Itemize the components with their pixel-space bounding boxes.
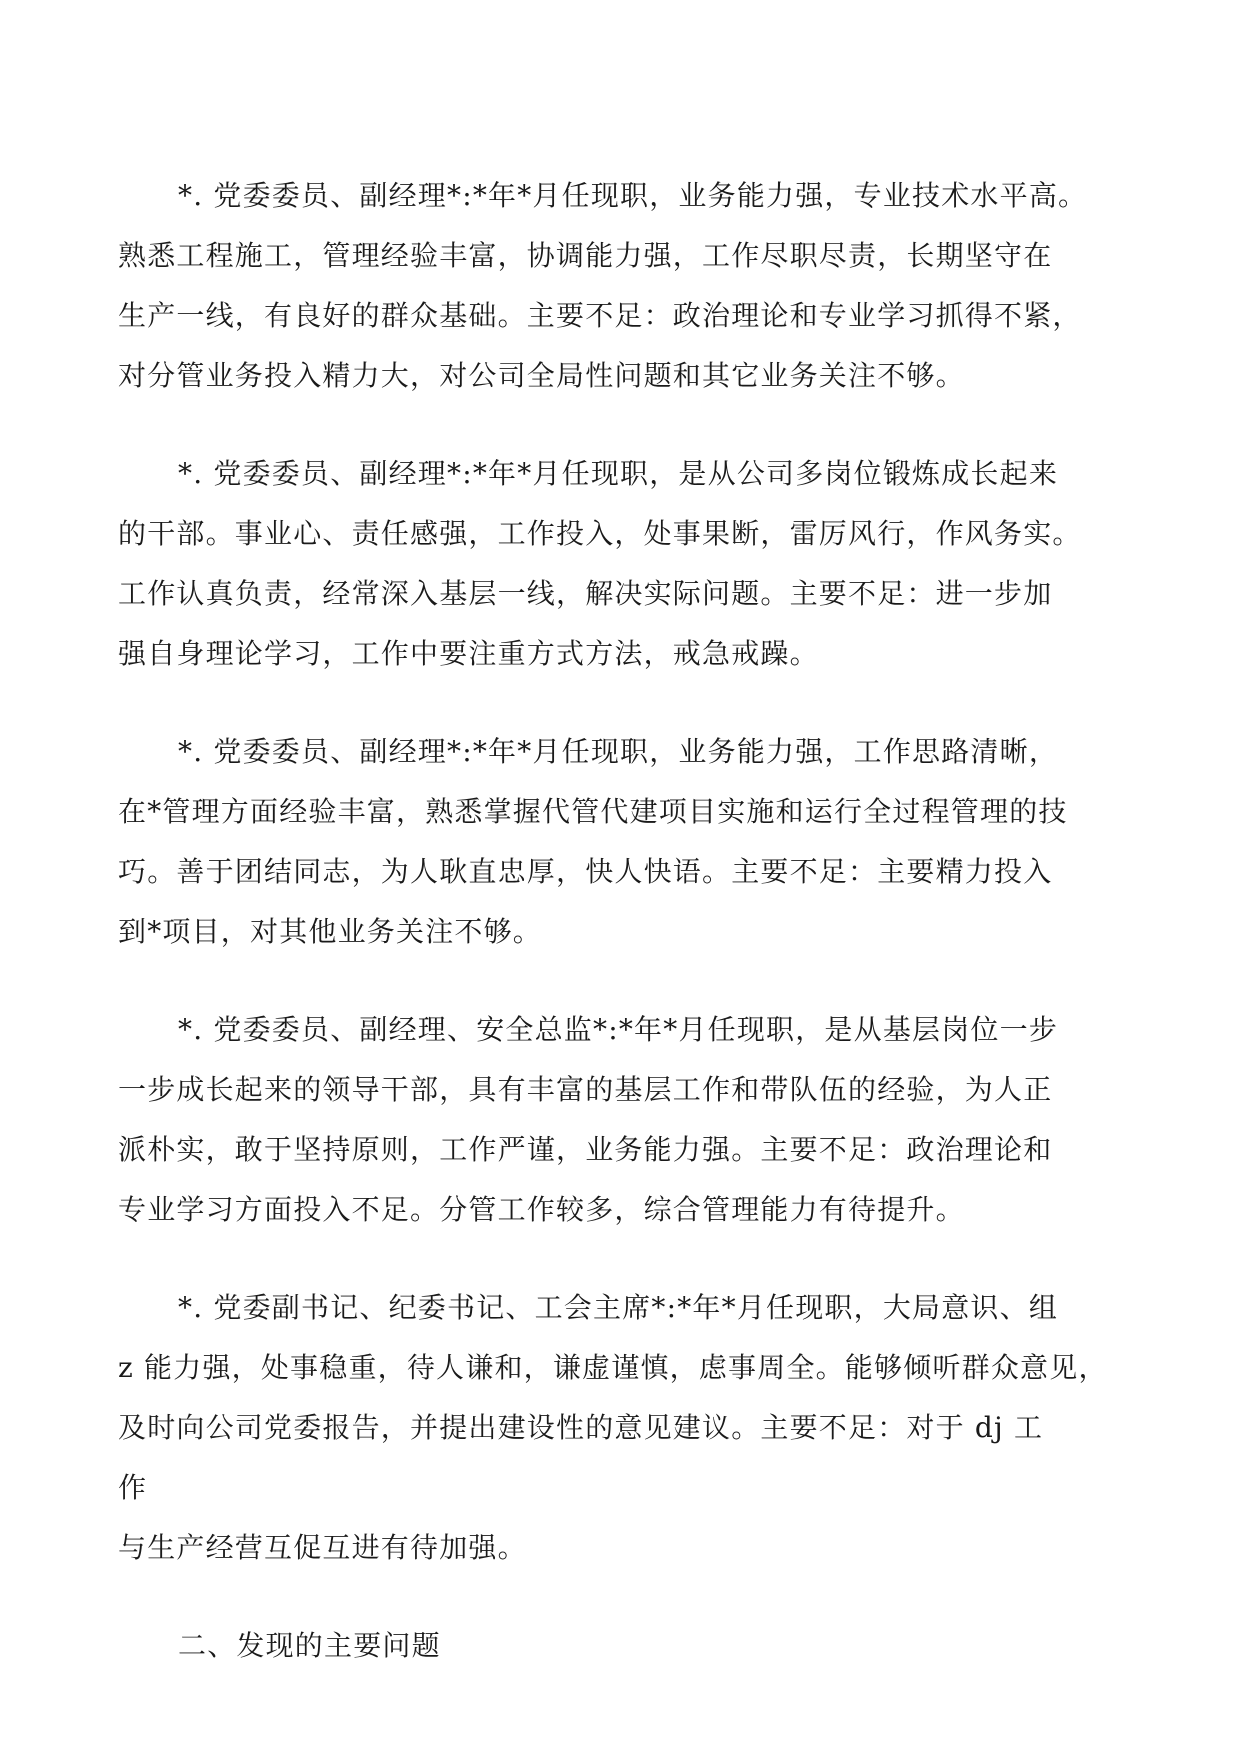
paragraph-line: 专业学习方面投入不足。分管工作较多，综合管理能力有待提升。 [118,1193,965,1226]
paragraph-line: 熟悉工程施工，管理经验丰富，协调能力强，工作尽职尽责，长期坚守在 [118,239,1053,272]
paragraph-line: 强自身理论学习，工作中要注重方式方法，戒急戒躁。 [118,637,819,670]
paragraph-line: 一步成长起来的领导干部，具有丰富的基层工作和带队伍的经验，为人正 [118,1073,1053,1106]
paragraph-line: *. 党委委员、副经理、安全总监*:*年*月任现职，是从基层岗位一步 [178,1013,1059,1046]
evaluation-paragraph-5 [118,1278,1118,1578]
paragraph-line: 及时向公司党委报告，并提出建设性的意见建议。主要不足：对于 dj 工 [118,1411,1044,1444]
paragraph-line: 作 [118,1471,148,1504]
paragraph-line: *. 党委委员、副经理*:*年*月任现职，业务能力强，工作思路清晰， [178,735,1059,768]
paragraph-line: 在*管理方面经验丰富，熟悉掌握代管代建项目实施和运行全过程管理的技 [118,795,1068,828]
evaluation-paragraph-1 [118,166,1118,406]
paragraph-line: 对分管业务投入精力大，对公司全局性问题和其它业务关注不够。 [118,359,965,392]
paragraph-line: z 能力强，处事稳重，待人谦和，谦虚谨慎，虑事周全。能够倾听群众意见， [118,1351,1108,1384]
paragraph-line: 巧。善于团结同志，为人耿直忠厚，快人快语。主要不足：主要精力投入 [118,855,1053,888]
paragraph-line: *. 党委副书记、纪委书记、工会主席*:*年*月任现职，大局意识、组 [178,1291,1059,1324]
section-heading: 二、发现的主要问题 [178,1629,441,1662]
document-body [118,166,1118,1676]
paragraph-line: 派朴实，敢于坚持原则，工作严谨，业务能力强。主要不足：政治理论和 [118,1133,1053,1166]
paragraph-line: *. 党委委员、副经理*:*年*月任现职，业务能力强，专业技术水平高。 [178,179,1088,212]
paragraph-line: 的干部。事业心、责任感强，工作投入，处事果断，雷厉风行，作风务实。 [118,517,1082,550]
evaluation-paragraph-4 [118,1000,1118,1240]
paragraph-line: 工作认真负责，经常深入基层一线，解决实际问题。主要不足：进一步加 [118,577,1053,610]
evaluation-paragraph-2 [118,444,1118,684]
paragraph-line: 与生产经营互促互进有待加强。 [118,1531,527,1564]
evaluation-paragraph-3 [118,722,1118,962]
paragraph-line: 生产一线，有良好的群众基础。主要不足：政治理论和专业学习抓得不紧， [118,299,1082,332]
paragraph-line: *. 党委委员、副经理*:*年*月任现职，是从公司多岗位锻炼成长起来 [178,457,1059,490]
paragraph-line: 到*项目，对其他业务关注不够。 [118,915,543,948]
